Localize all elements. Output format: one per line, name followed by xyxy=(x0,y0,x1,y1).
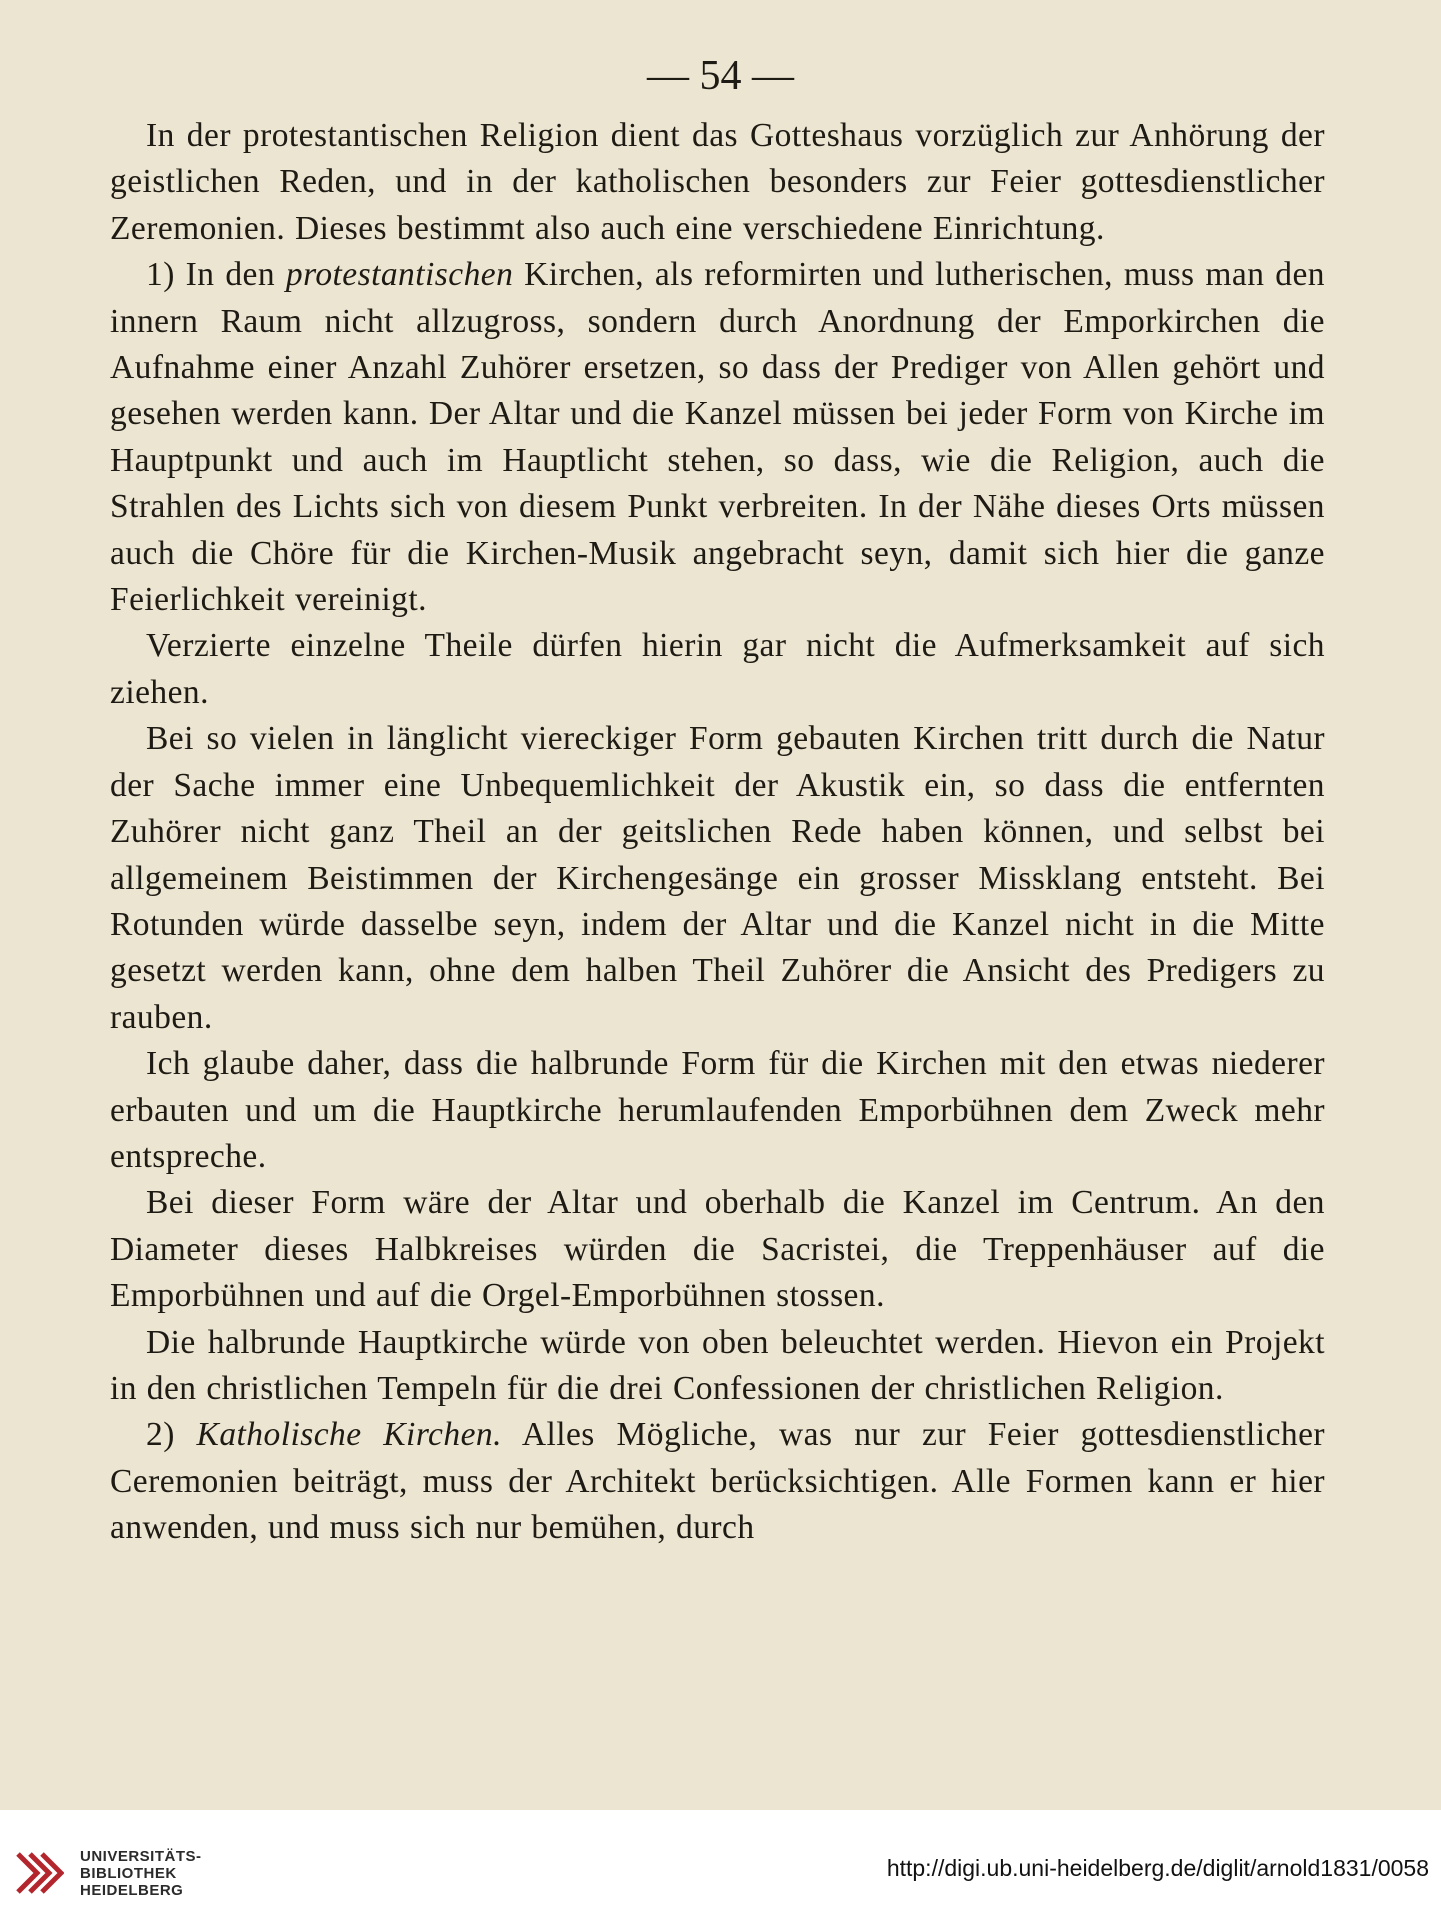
paragraph-5: Ich glaube daher, dass die halbrunde Form für die Kirchen mit den etwas niederer erbauten und um die Hauptkirche herumlaufenden Emporbühnen dem Zweck mehr entspreche. xyxy=(110,1045,1325,1175)
emphasis-katholische-kirchen: Katholische Kirchen. xyxy=(196,1416,502,1454)
paragraph-7: Die halbrunde Hauptkirche würde von oben beleuchtet werden. Hievon ein Projekt in den christlichen Tempeln für die drei Confessionen der christlichen Religion. xyxy=(110,1323,1325,1407)
library-logo-icon xyxy=(14,1848,64,1898)
library-name: UNIVERSITÄTS- BIBLIOTHEK HEIDELBERG xyxy=(80,1848,202,1899)
page-number: — 54 — xyxy=(647,53,794,99)
body-text xyxy=(110,113,1325,1552)
source-url[interactable]: http://digi.ub.uni-heidelberg.de/diglit/arnold1831/0058 xyxy=(886,1855,1429,1881)
paragraph-6: Bei dieser Form wäre der Altar und oberhalb die Kanzel im Centrum. An den Diameter dieses Halbkreises würden die Sacristei, die Treppenhäuser auf die Emporbühnen und auf die Orgel-Emporbühnen stossen. xyxy=(110,1184,1325,1315)
paragraph-2: 1) In den protestantischen Kirchen, als reformirten und lutherischen, muss man den innern Raum nicht allzugross, sondern durch Anordnung der Emporkirchen die Aufnahme einer Anzahl Zuhörer ersetzen, so dass der Prediger von Allen gehört und gesehen werden kann. Der Altar und die Kanzel müssen bei jeder Form von Kirche im Hauptpunkt und auch im Hauptlicht stehen, so dass, wie die Religion, auch die Strahlen des Lichts sich von diesem Punkt verbreiten. In der Nähe dieses Orts müssen auch die Chöre für die Kirchen-Musik angebracht seyn, damit sich hier die ganze Feierlichkeit vereinigt. xyxy=(110,256,1325,619)
footer-bar xyxy=(0,1810,1441,1926)
paragraph-3: Verzierte einzelne Theile dürfen hierin gar nicht die Aufmerksamkeit auf sich ziehen. xyxy=(110,627,1325,711)
emphasis-protestantischen: protestantischen xyxy=(285,256,514,294)
paragraph-4: Bei so vielen in länglicht viereckiger Form gebauten Kirchen tritt durch die Natur der Sache immer eine Unbequemlichkeit der Akustik ein, so dass die entfernten Zuhörer nicht ganz Theil an der geitslichen Rede haben können, und selbst bei allgemeinem Beistimmen der Kirchengesänge ein grosser Missklang entsteht. Bei Rotunden würde dasselbe seyn, indem der Altar und die Kanzel nicht in die Mitte gesetzt werden kann, ohne dem halben Theil Zuhörer die Ansicht des Predigers zu rauben. xyxy=(110,720,1325,1036)
paragraph-1: In der protestantischen Religion dient das Gotteshaus vorzüglich zur Anhörung der geistlichen Reden, und in der katholischen besonders zur Feier gottesdienstlicher Zeremonien. Dieses bestimmt also auch eine verschiedene Einrichtung. xyxy=(110,117,1325,247)
paragraph-8: 2) Katholische Kirchen. Alles Mögliche, was nur zur Feier gottesdienstlicher Ceremonien beiträgt, muss der Architekt berücksichtigen. Alle Formen kann er hier anwenden, und muss sich nur bemühen, durch xyxy=(110,1416,1326,1547)
